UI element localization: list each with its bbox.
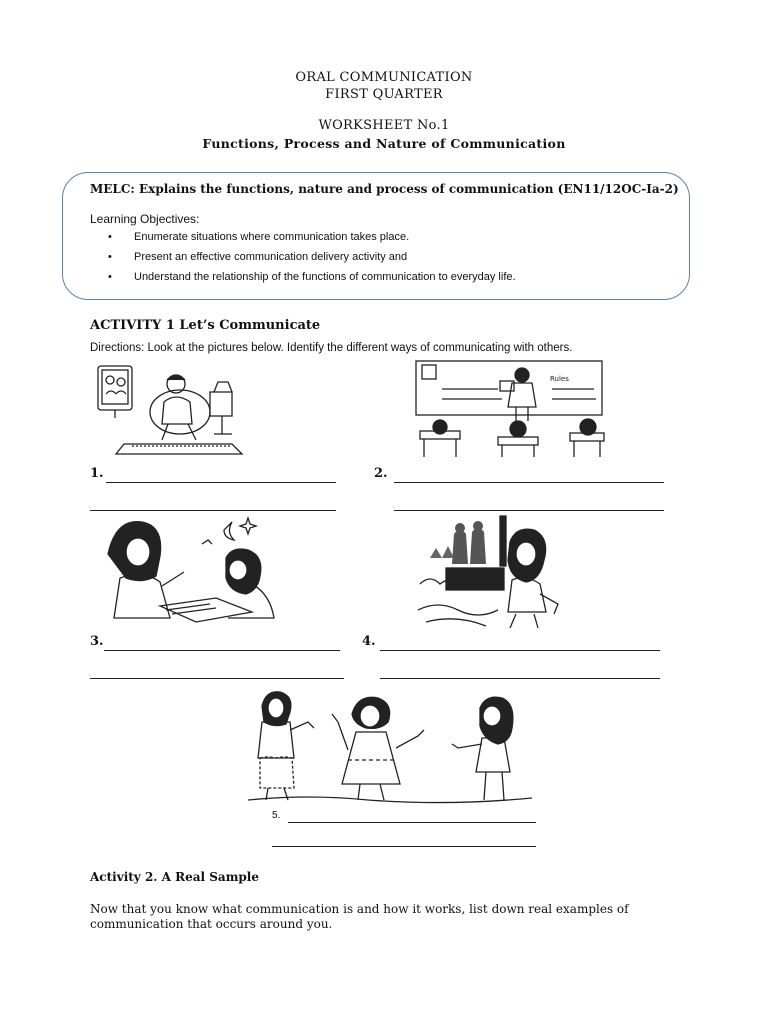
subject-title: ORAL COMMUNICATION: [295, 70, 473, 85]
activity1-title: ACTIVITY 1 Let’s Communicate: [90, 318, 321, 333]
boy-watching-tv-illustration: [92, 362, 252, 457]
answer-line[interactable]: [90, 678, 344, 679]
girl-sitting-in-park-illustration: [416, 514, 566, 632]
activity2-title: Activity 2. A Real Sample: [90, 870, 259, 884]
bullet: •: [108, 231, 112, 243]
woman-talking-to-girl-illustration: [102, 514, 288, 632]
answer-number: 3.: [90, 634, 104, 649]
answer-number: 1.: [90, 466, 104, 481]
worksheet-title: WORKSHEET No.1: [318, 118, 450, 133]
three-girls-talking-illustration: [248, 688, 532, 806]
objective-text: Understand the relationship of the functions of communication to everyday life.: [134, 271, 516, 283]
quarter-title: FIRST QUARTER: [325, 87, 443, 102]
answer-line[interactable]: [380, 650, 660, 651]
answer-line[interactable]: [90, 510, 336, 511]
answer-line[interactable]: [394, 510, 664, 511]
objective-item: [108, 271, 516, 283]
answer-line[interactable]: [106, 482, 336, 483]
activity2-instructions: Now that you know what communication is and how it works, list down real examples of communication that occurs around you.: [90, 902, 629, 931]
melc-text: MELC: Explains the functions, nature and process of communication (EN11/12OC-Ia-2): [90, 182, 679, 196]
bullet: •: [108, 271, 112, 283]
answer-line[interactable]: [272, 846, 536, 847]
teacher-reading-to-class-illustration: [412, 359, 608, 459]
objective-item: [108, 231, 409, 243]
bullet: •: [108, 251, 112, 263]
answer-line[interactable]: [380, 678, 660, 679]
objective-text: Present an effective communication delivery activity and: [134, 251, 408, 263]
topic-title: Functions, Process and Nature of Communication: [202, 136, 566, 151]
objective-item: [108, 251, 407, 263]
answer-number: 2.: [374, 466, 388, 481]
activity1-directions: Directions: Look at the pictures below. Identify the different ways of communicating with others.: [90, 342, 573, 354]
board-label: Rules: [550, 375, 569, 383]
answer-line[interactable]: [288, 822, 536, 823]
answer-number: 5.: [272, 810, 281, 821]
objective-text: Enumerate situations where communication takes place.: [134, 231, 410, 243]
learning-objectives-title: Learning Objectives:: [90, 212, 200, 226]
answer-line[interactable]: [104, 650, 340, 651]
answer-line[interactable]: [394, 482, 664, 483]
answer-number: 4.: [362, 634, 376, 649]
